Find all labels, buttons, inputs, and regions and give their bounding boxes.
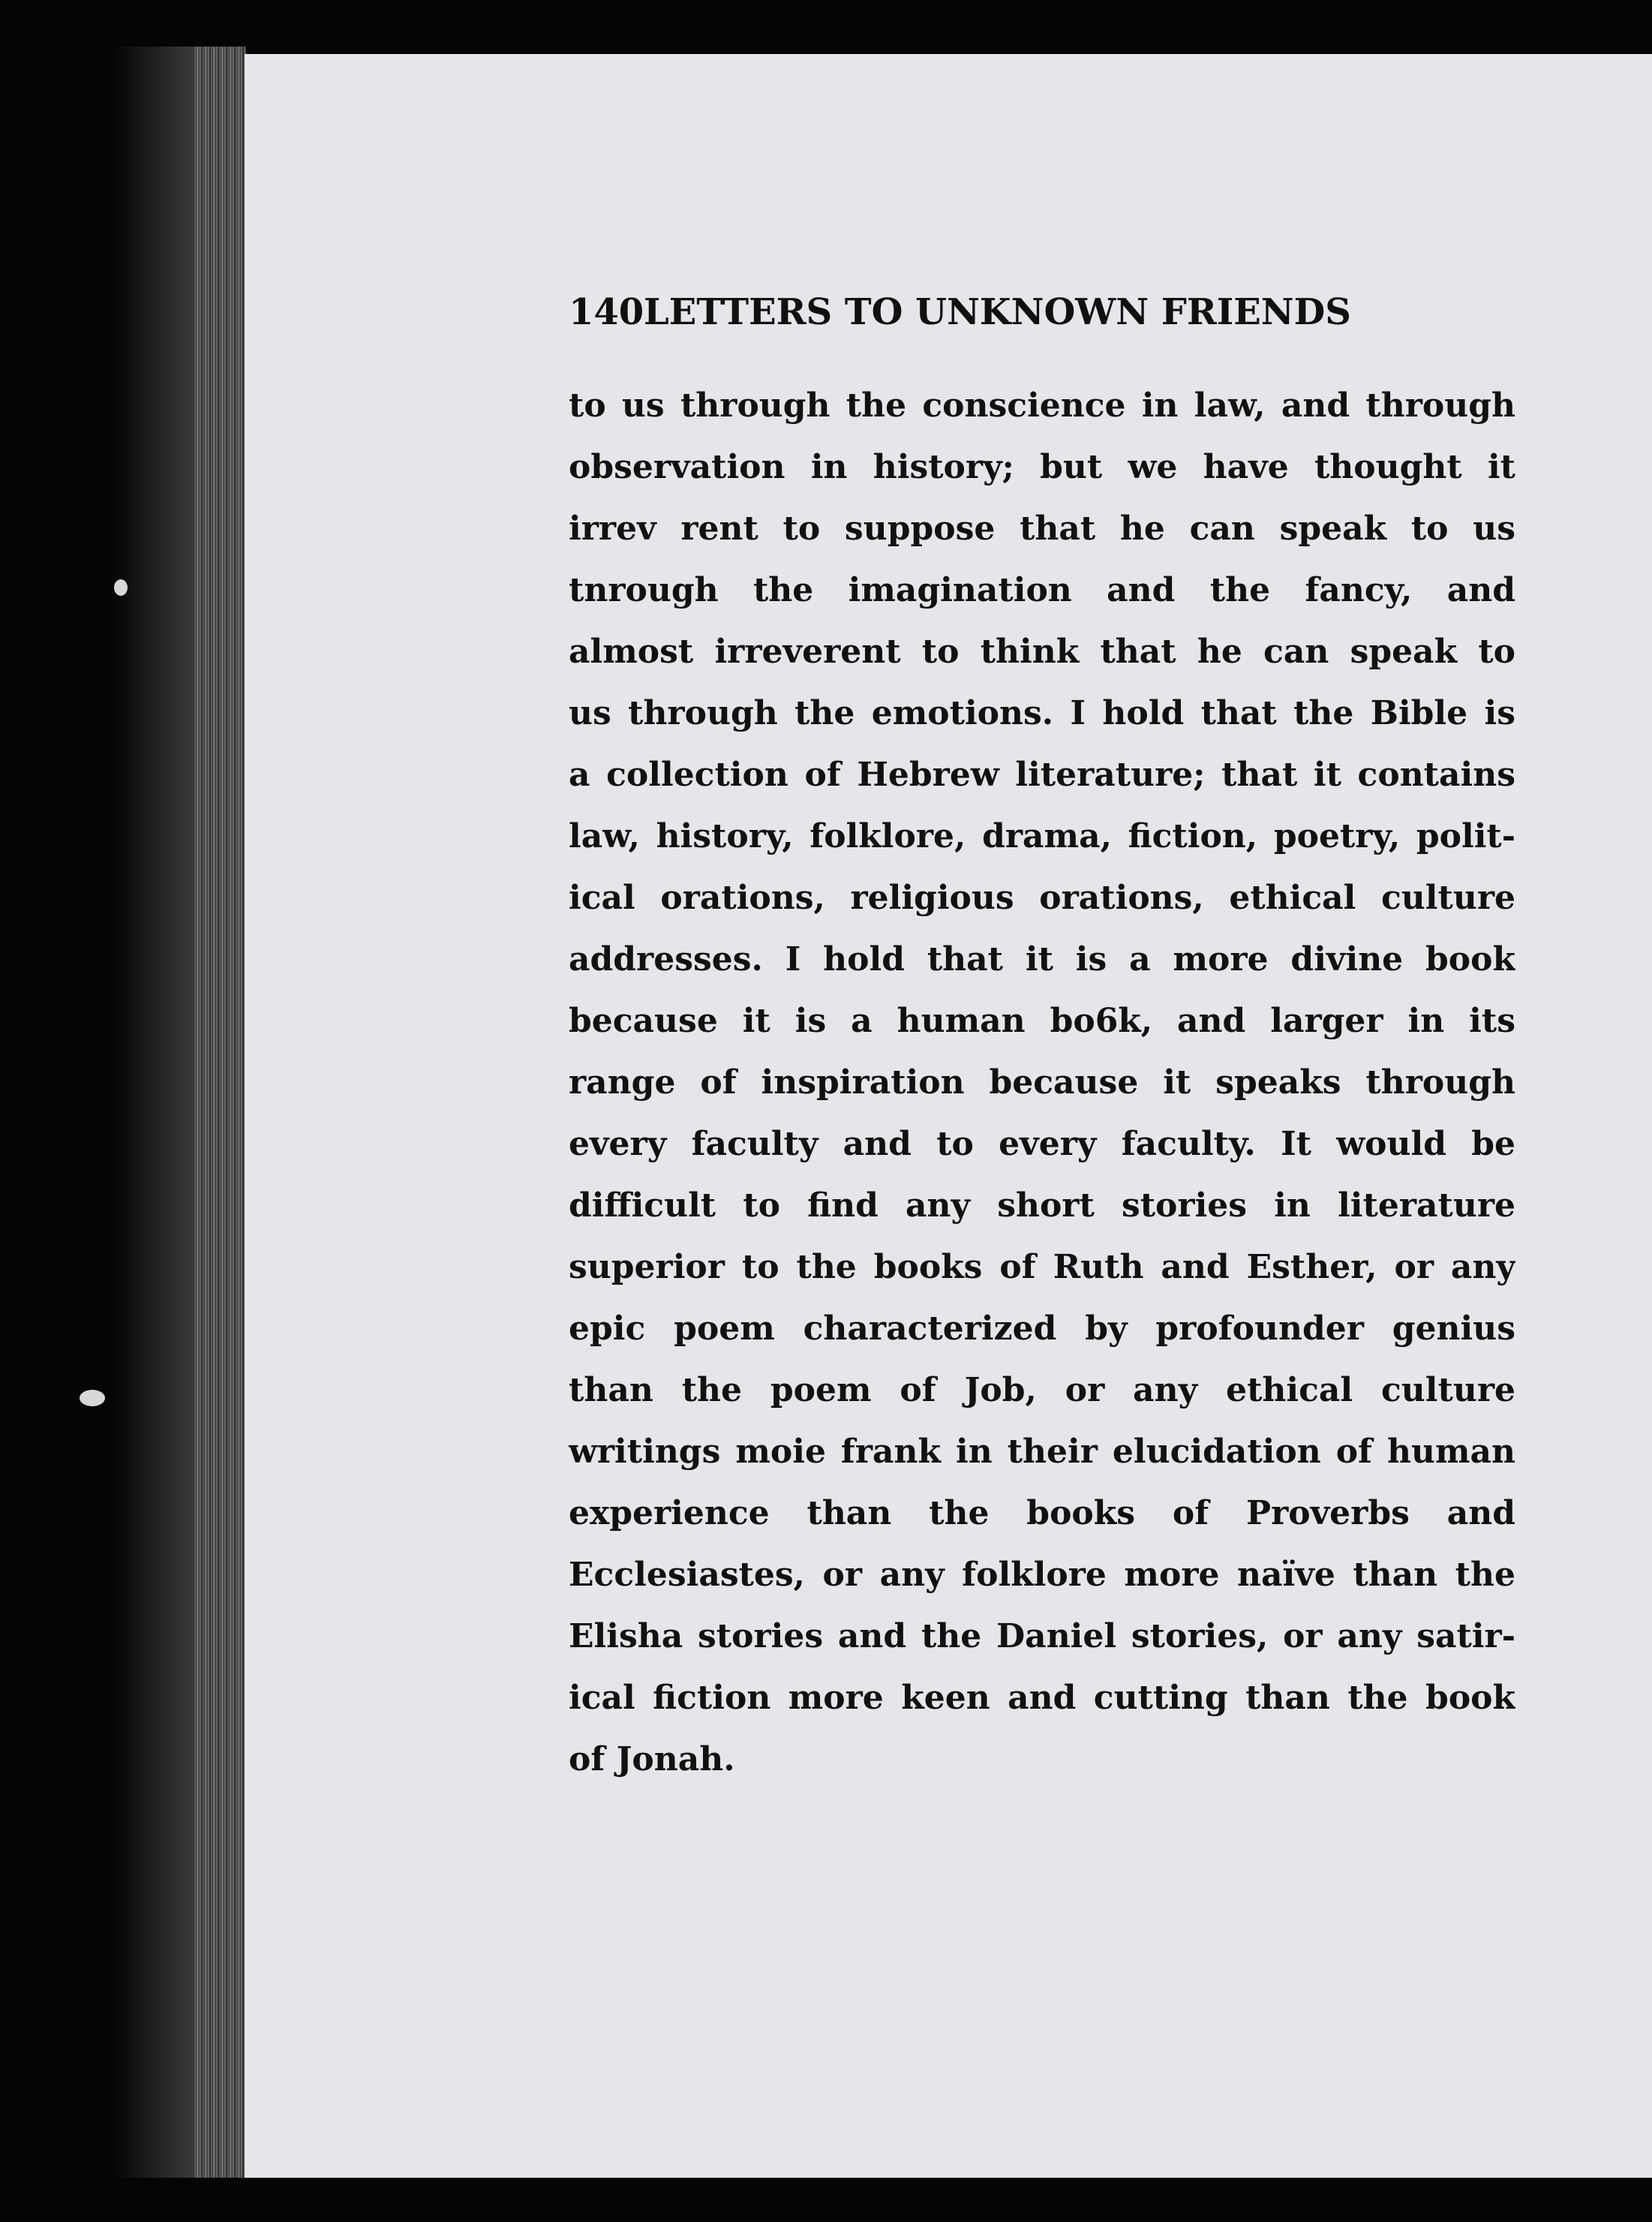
text-line: Elisha stories and the Daniel stories, or any satir- (569, 1617, 1515, 1655)
page-stack-edge (194, 47, 246, 2178)
text-line: us through the emotions. I hold that the Bible is (569, 694, 1515, 732)
text-line: tnrough the imagination and the fancy, and (569, 571, 1515, 609)
text-line: because it is a human bo6k, and larger in its (569, 1002, 1515, 1040)
text-line: difficult to find any short stories in literature (569, 1186, 1515, 1225)
text-line: almost irreverent to think that he can speak to (569, 633, 1515, 671)
text-line: experience than the books of Proverbs and (569, 1494, 1515, 1532)
text-line: epic poem characterized by profounder genius (569, 1309, 1515, 1348)
running-header (569, 291, 1514, 333)
scan-speck (80, 1390, 105, 1406)
text-line: observation in history; but we have thought it (569, 448, 1515, 486)
text-line: ical fiction more keen and cutting than the book (569, 1679, 1515, 1717)
text-line: superior to the books of Ruth and Esther, or any (569, 1248, 1515, 1286)
text-line: range of inspiration because it speaks through (569, 1063, 1515, 1102)
text-line: of Jonah. (569, 1740, 735, 1779)
running-title: LETTERS TO UNKNOWN FRIENDS (644, 291, 1351, 333)
text-line: than the poem of Job, or any ethical culture (569, 1371, 1515, 1409)
text-line: irrev rent to suppose that he can speak to us (569, 510, 1515, 548)
text-line: Ecclesiastes, or any folklore more naïve than the (569, 1556, 1515, 1594)
text-line: to us through the conscience in law, and through (569, 386, 1515, 425)
text-line: addresses. I hold that it is a more divine book (569, 940, 1515, 979)
page-number: 140 (569, 291, 644, 333)
scan-speck (114, 579, 128, 596)
body-text (569, 375, 1515, 1791)
text-line: writings moie frank in their elucidation of human (569, 1433, 1515, 1471)
text-line: a collection of Hebrew literature; that it contains (569, 756, 1515, 794)
binding-shadow (113, 47, 194, 2178)
text-line: every faculty and to every faculty. It would be (569, 1125, 1515, 1163)
text-line: ical orations, religious orations, ethical culture (569, 879, 1515, 917)
text-line: law, history, folklore, drama, fiction, poetry, polit- (569, 817, 1515, 855)
